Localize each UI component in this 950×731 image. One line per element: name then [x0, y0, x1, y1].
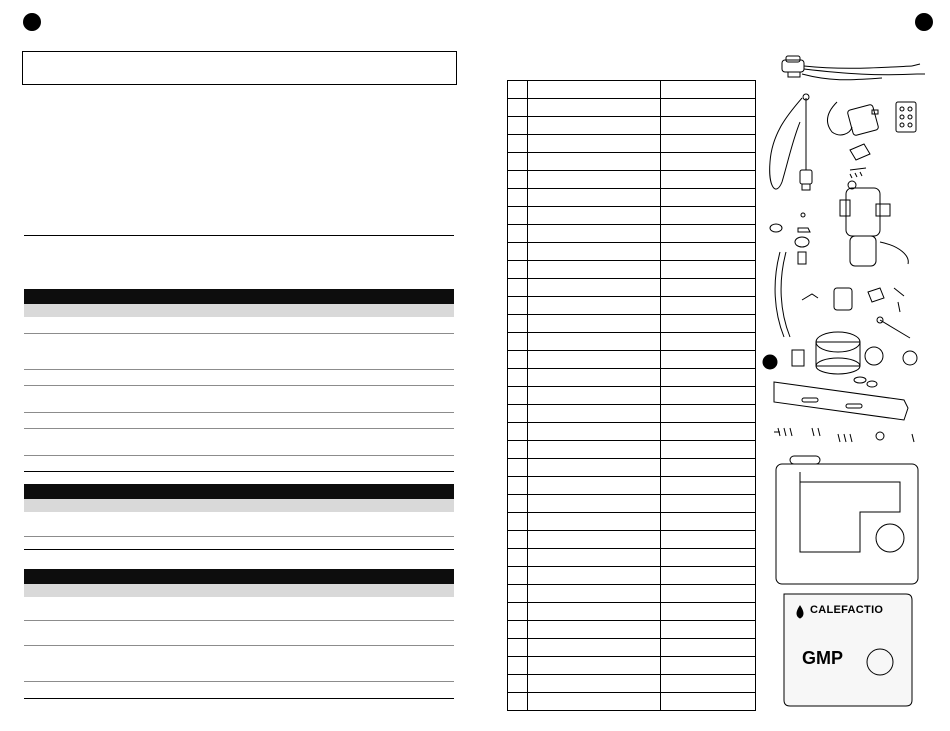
- parts-table-row: [508, 207, 756, 225]
- spec-row: [24, 456, 454, 472]
- tank-cap-icon: [763, 332, 917, 374]
- spec-row: [24, 429, 454, 456]
- parts-table-cell: [661, 315, 756, 333]
- parts-table-row: [508, 225, 756, 243]
- parts-table-cell: [508, 261, 528, 279]
- parts-table-header: [508, 81, 756, 99]
- section-subheader-bar: [24, 304, 454, 317]
- section-header-bar: [24, 569, 454, 584]
- parts-table-cell: [508, 225, 528, 243]
- parts-table-cell: [661, 387, 756, 405]
- parts-table: [507, 80, 756, 711]
- parts-table-row: [508, 567, 756, 585]
- parts-table-cell: [661, 477, 756, 495]
- parts-table-cell: [528, 621, 661, 639]
- parts-table-cell: [661, 297, 756, 315]
- parts-table-cell: [508, 99, 528, 117]
- parts-table-cell: [528, 315, 661, 333]
- parts-table-cell: [528, 441, 661, 459]
- parts-table-cell: [528, 369, 661, 387]
- parts-table-row: [508, 621, 756, 639]
- parts-table-row: [508, 243, 756, 261]
- title-box: [22, 51, 457, 85]
- parts-table-cell: [508, 621, 528, 639]
- spec-row: [24, 512, 454, 537]
- parts-table-cell: [528, 423, 661, 441]
- parts-table-row: [508, 549, 756, 567]
- parts-table-cell: [661, 657, 756, 675]
- screws-icon: [774, 428, 914, 442]
- section-header-bar: [24, 484, 454, 499]
- spec-section-3: [24, 569, 454, 699]
- parts-table-cell: [508, 153, 528, 171]
- parts-table-row: [508, 639, 756, 657]
- parts-table-cell: [661, 405, 756, 423]
- parts-table-cell: [528, 351, 661, 369]
- parts-table-cell: [528, 657, 661, 675]
- parts-table-cell: [508, 333, 528, 351]
- parts-table-cell: [528, 477, 661, 495]
- probe-icon: [877, 317, 910, 338]
- section-divider: [24, 235, 454, 236]
- parts-table-cell: [528, 261, 661, 279]
- parts-illustration: [762, 52, 932, 722]
- parts-table-row: [508, 351, 756, 369]
- parts-table-cell: [508, 405, 528, 423]
- parts-table-row: [508, 423, 756, 441]
- parts-table-row: [508, 495, 756, 513]
- parts-table-cell: [661, 117, 756, 135]
- spec-row: [24, 646, 454, 682]
- parts-table-cell: [528, 99, 661, 117]
- parts-table-cell: [528, 549, 661, 567]
- parts-table-cell: [508, 657, 528, 675]
- parts-table-cell: [661, 567, 756, 585]
- parts-table-cell: [508, 441, 528, 459]
- parts-table-cell: [661, 207, 756, 225]
- parts-table-row: [508, 603, 756, 621]
- spec-section-1: [24, 289, 454, 472]
- parts-table-cell: [661, 459, 756, 477]
- parts-table-cell: [661, 135, 756, 153]
- parts-table-row: [508, 261, 756, 279]
- parts-table-cell: [661, 243, 756, 261]
- washers-icon: [854, 377, 877, 387]
- header-cell-description: [528, 81, 661, 99]
- parts-table-row: [508, 99, 756, 117]
- parts-table-cell: [661, 585, 756, 603]
- parts-table-cell: [508, 675, 528, 693]
- parts-table-cell: [528, 603, 661, 621]
- parts-table-cell: [661, 495, 756, 513]
- parts-table-cell: [661, 675, 756, 693]
- parts-table-cell: [508, 495, 528, 513]
- parts-table-cell: [661, 351, 756, 369]
- brand-name: CALEFACTIO: [810, 604, 884, 616]
- parts-table-cell: [508, 531, 528, 549]
- parts-table-cell: [508, 117, 528, 135]
- model-name: GMP: [802, 648, 844, 668]
- float-switch-icon: [770, 94, 812, 190]
- parts-table-cell: [661, 441, 756, 459]
- parts-table-cell: [661, 549, 756, 567]
- parts-table-cell: [661, 333, 756, 351]
- parts-table-row: [508, 369, 756, 387]
- parts-table-cell: [528, 171, 661, 189]
- parts-table-row: [508, 513, 756, 531]
- fittings-icon: [770, 213, 810, 264]
- parts-table-cell: [508, 351, 528, 369]
- header-cell-number: [508, 81, 528, 99]
- parts-table-cell: [661, 369, 756, 387]
- power-adapter-icon: [827, 102, 878, 136]
- parts-table-cell: [528, 513, 661, 531]
- parts-table-row: [508, 153, 756, 171]
- connector-icon: [850, 144, 870, 178]
- parts-table-cell: [508, 369, 528, 387]
- parts-table-cell: [508, 603, 528, 621]
- parts-table-cell: [661, 261, 756, 279]
- parts-table-cell: [508, 189, 528, 207]
- parts-table-cell: [661, 621, 756, 639]
- parts-table-cell: [508, 423, 528, 441]
- bracket-icon: [774, 382, 908, 420]
- parts-table-row: [508, 459, 756, 477]
- parts-table-cell: [528, 225, 661, 243]
- parts-table-cell: [508, 567, 528, 585]
- wiring-harness-icon: [782, 56, 925, 80]
- parts-table-cell: [661, 225, 756, 243]
- section-subheader-bar: [24, 499, 454, 512]
- parts-table-row: [508, 189, 756, 207]
- spec-row: [24, 334, 454, 370]
- left-page-dot: [23, 13, 41, 31]
- parts-table-cell: [508, 135, 528, 153]
- parts-table-row: [508, 585, 756, 603]
- parts-table-cell: [528, 693, 661, 711]
- parts-table-cell: [528, 117, 661, 135]
- parts-table-cell: [528, 567, 661, 585]
- right-page-dot: [915, 13, 933, 31]
- parts-table-row: [508, 171, 756, 189]
- parts-table-cell: [528, 189, 661, 207]
- parts-table-cell: [508, 477, 528, 495]
- parts-table-row: [508, 333, 756, 351]
- parts-table-cell: [528, 297, 661, 315]
- parts-table-row: [508, 693, 756, 711]
- tank-base-icon: [776, 456, 918, 584]
- parts-table-cell: [661, 279, 756, 297]
- parts-table-cell: [661, 603, 756, 621]
- section-subheader-bar: [24, 584, 454, 597]
- parts-table-cell: [528, 333, 661, 351]
- parts-table-cell: [528, 675, 661, 693]
- spec-row: [24, 537, 454, 550]
- parts-table-cell: [508, 315, 528, 333]
- parts-table-cell: [508, 207, 528, 225]
- parts-table-row: [508, 405, 756, 423]
- parts-table-cell: [661, 423, 756, 441]
- spec-row: [24, 317, 454, 334]
- parts-table-cell: [508, 243, 528, 261]
- parts-table-cell: [508, 513, 528, 531]
- parts-table-cell: [508, 549, 528, 567]
- parts-table-cell: [508, 459, 528, 477]
- spec-section-2: [24, 484, 454, 550]
- section-header-bar: [24, 289, 454, 304]
- parts-table-cell: [528, 153, 661, 171]
- parts-table-cell: [661, 189, 756, 207]
- parts-table-cell: [661, 531, 756, 549]
- parts-table-cell: [528, 279, 661, 297]
- parts-table-cell: [661, 171, 756, 189]
- parts-table-row: [508, 657, 756, 675]
- parts-table-cell: [508, 639, 528, 657]
- parts-table-row: [508, 135, 756, 153]
- parts-table-row: [508, 315, 756, 333]
- parts-table-cell: [508, 297, 528, 315]
- parts-table-row: [508, 675, 756, 693]
- parts-table-cell: [661, 693, 756, 711]
- parts-table-row: [508, 477, 756, 495]
- parts-table-cell: [508, 279, 528, 297]
- parts-table-cell: [528, 495, 661, 513]
- spec-row: [24, 621, 454, 646]
- parts-table-cell: [528, 459, 661, 477]
- parts-table-cell: [508, 585, 528, 603]
- parts-table-row: [508, 441, 756, 459]
- parts-table-cell: [508, 171, 528, 189]
- parts-table-cell: [508, 693, 528, 711]
- parts-table-cell: [528, 207, 661, 225]
- parts-table-row: [508, 531, 756, 549]
- parts-table-cell: [528, 531, 661, 549]
- parts-table-cell: [528, 405, 661, 423]
- terminal-block-icon: [896, 102, 916, 132]
- parts-table-cell: [661, 639, 756, 657]
- spec-row: [24, 597, 454, 621]
- parts-table-row: [508, 117, 756, 135]
- spec-row: [24, 413, 454, 429]
- parts-table-cell: [661, 513, 756, 531]
- parts-table-cell: [508, 387, 528, 405]
- parts-table-cell: [528, 639, 661, 657]
- pump-icon: [840, 181, 908, 266]
- header-cell-code: [661, 81, 756, 99]
- parts-table-cell: [528, 585, 661, 603]
- parts-table-cell: [661, 99, 756, 117]
- spec-row: [24, 370, 454, 386]
- parts-table-cell: [528, 135, 661, 153]
- parts-table-row: [508, 279, 756, 297]
- parts-table-cell: [661, 153, 756, 171]
- parts-table-row: [508, 387, 756, 405]
- parts-table-row: [508, 297, 756, 315]
- parts-table-cell: [528, 387, 661, 405]
- parts-table-cell: [528, 243, 661, 261]
- hose-icon: [775, 252, 790, 337]
- spec-row: [24, 386, 454, 413]
- valve-icon: [802, 288, 904, 312]
- spec-row: [24, 682, 454, 699]
